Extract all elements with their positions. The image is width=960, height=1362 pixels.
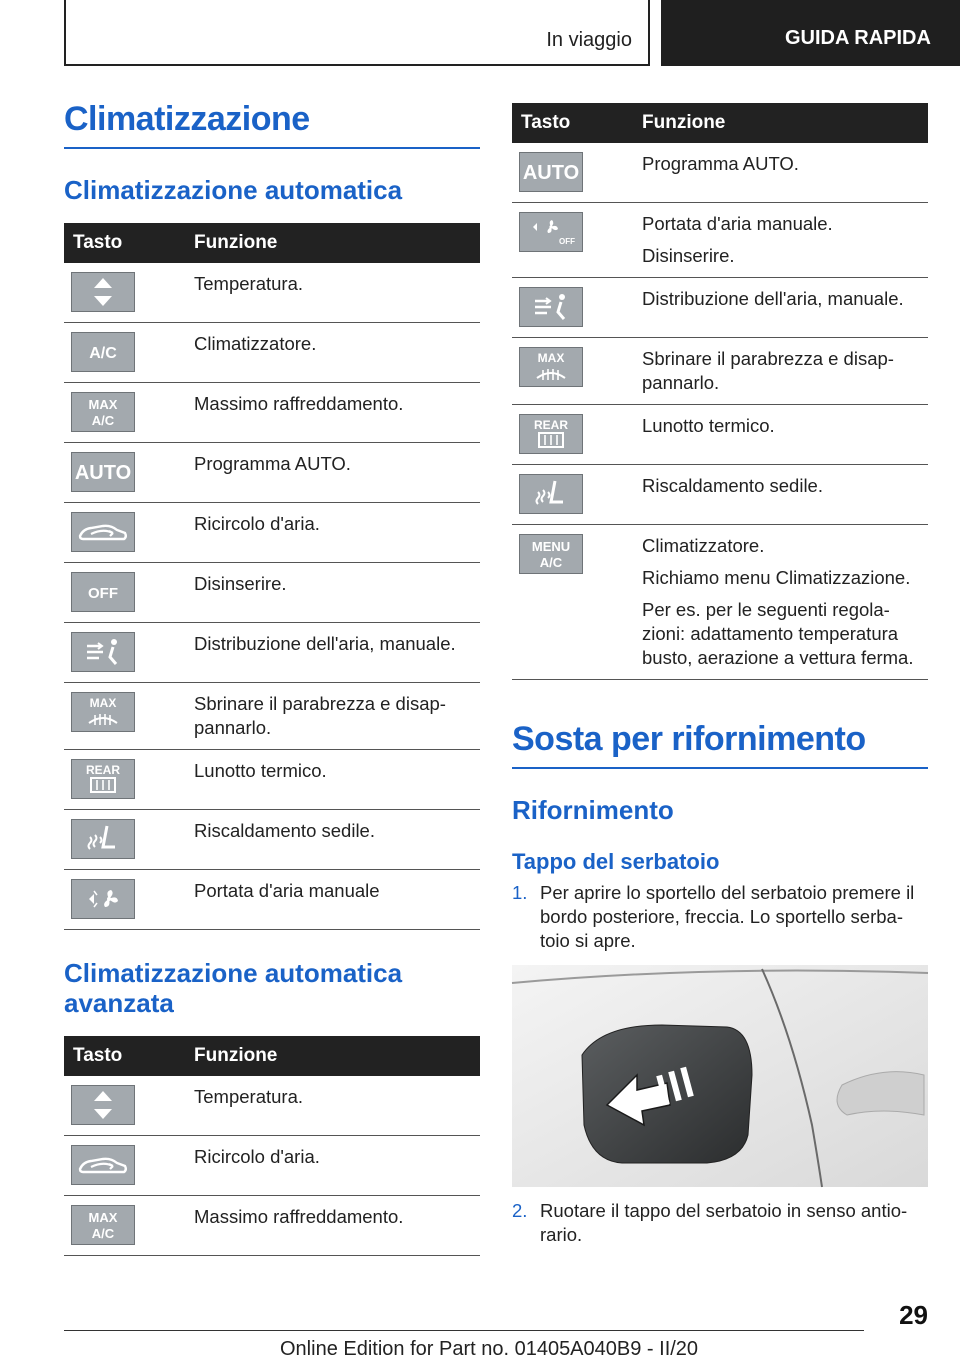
function-text: Sbrinare il parabrezza e disap-pannarlo.: [194, 693, 446, 738]
function-cell: [642, 152, 928, 193]
svg-text:A/C: A/C: [91, 413, 115, 428]
rear-icon: [519, 414, 583, 454]
function-text: Riscaldamento sedile.: [194, 820, 375, 841]
function-cell: [194, 452, 480, 493]
fan-icon: [71, 879, 135, 919]
function-cell: [194, 332, 480, 373]
function-cell: [194, 759, 480, 800]
key-cell: [64, 1085, 194, 1126]
header-key: Tasto: [73, 1045, 123, 1066]
chapter-tab[interactable]: GUIDA RAPIDA: [661, 0, 960, 66]
fuel-cap-heading: Tappo del serbatoio: [512, 849, 720, 874]
table-row: [64, 683, 480, 750]
function-text: Temperatura.: [194, 1086, 303, 1107]
section-tab[interactable]: In viaggio: [546, 29, 632, 51]
max-defrost-icon: [71, 692, 135, 732]
table-header: [64, 223, 480, 263]
footer-edition: Online Edition for Part no. 01405A040B9 - II/20: [280, 1338, 699, 1360]
table-row: [64, 1196, 480, 1256]
table-row: [64, 810, 480, 870]
function-text: Programma AUTO.: [194, 453, 351, 474]
advanced-climate-table: [64, 1036, 480, 1256]
function-text: Climatizzatore.: [642, 535, 765, 556]
function-cell: [642, 474, 928, 515]
refuel-subtitle: Rifornimento: [512, 795, 674, 825]
table-row: [64, 1076, 480, 1136]
function-cell: [194, 1085, 480, 1126]
svg-text:MAX: MAX: [89, 696, 117, 710]
function-text: Disinserire.: [642, 245, 735, 266]
max-defrost-icon: [519, 347, 583, 387]
function-text: Lunotto termico.: [194, 760, 327, 781]
table-row: [64, 563, 480, 623]
function-cell: [194, 1145, 480, 1186]
max-a-c-icon: [71, 392, 135, 432]
function-cell: [194, 572, 480, 613]
header-key: Tasto: [73, 232, 123, 253]
key-cell: [64, 879, 194, 920]
function-cell: [642, 534, 928, 670]
header-function: Funzione: [194, 232, 278, 253]
header-function: Funzione: [642, 112, 726, 133]
auto-climate-heading: Climatizzazione automatica: [64, 175, 403, 205]
auto-icon: [519, 152, 583, 192]
svg-text:A/C: A/C: [539, 555, 563, 570]
key-cell: [64, 512, 194, 553]
table-row: [64, 263, 480, 323]
header-function: Funzione: [194, 1045, 278, 1066]
function-text: Distribuzione dell'aria, manuale.: [194, 633, 456, 654]
right-column: [512, 103, 928, 1247]
key-cell: [512, 347, 642, 395]
key-cell: [64, 332, 194, 373]
menu-a-c-icon: [519, 534, 583, 574]
table-header: [512, 103, 928, 143]
function-cell: [194, 392, 480, 433]
svg-text:MAX: MAX: [537, 351, 565, 365]
key-cell: [64, 632, 194, 673]
a-c-icon: [71, 332, 135, 372]
table-row: [64, 1136, 480, 1196]
advanced-climate-heading: Climatizzazione automatica avanzata: [64, 958, 403, 1018]
left-column: [64, 100, 480, 1256]
function-cell: [642, 287, 928, 328]
off-icon: [71, 572, 135, 612]
function-text: Portata d'aria manuale.: [642, 213, 833, 234]
fan-off-icon: [519, 212, 583, 252]
key-cell: [512, 534, 642, 670]
function-text: Per es. per le seguenti regola-zioni: adattamento temperatura busto, aerazione a vettura ferma.: [642, 599, 914, 668]
function-text: Ricircolo d'aria.: [194, 513, 320, 534]
recirculation-icon: [71, 512, 135, 552]
temp-arrows-icon: [71, 1085, 135, 1125]
function-text: Richiamo menu Climatizzazione.: [642, 567, 911, 588]
function-text: Lunotto termico.: [642, 415, 775, 436]
max-a-c-icon: [71, 1205, 135, 1245]
key-cell: [64, 759, 194, 800]
refuel-steps: [512, 881, 928, 1247]
air-distribution-icon: [71, 632, 135, 672]
auto-icon: [71, 452, 135, 492]
svg-text:MENU: MENU: [531, 539, 571, 554]
recirculation-icon: [71, 1145, 135, 1185]
function-cell: [642, 212, 928, 268]
function-text: Portata d'aria manuale: [194, 880, 380, 901]
key-cell: [64, 452, 194, 493]
key-cell: [64, 1145, 194, 1186]
key-cell: [512, 212, 642, 268]
header-key: Tasto: [521, 112, 571, 133]
key-cell: [512, 287, 642, 328]
function-text: Temperatura.: [194, 273, 303, 294]
svg-text:OFF: OFF: [88, 585, 118, 602]
table-row: [512, 338, 928, 405]
function-text: Distribuzione dell'aria, manuale.: [642, 288, 904, 309]
table-row: [64, 443, 480, 503]
refuel-title: Sosta per rifornimento: [512, 720, 928, 769]
function-cell: [194, 879, 480, 920]
function-cell: [194, 272, 480, 313]
svg-text:A/C: A/C: [91, 1226, 115, 1241]
table-header: [64, 1036, 480, 1076]
key-cell: [64, 819, 194, 860]
key-cell: [64, 692, 194, 740]
key-cell: [64, 572, 194, 613]
svg-text:AUTO: AUTO: [74, 462, 132, 484]
table-row: [512, 143, 928, 203]
function-text: Programma AUTO.: [642, 153, 799, 174]
function-text: Sbrinare il parabrezza e disap-pannarlo.: [642, 348, 894, 393]
table-row: [64, 323, 480, 383]
svg-text:AUTO: AUTO: [522, 162, 580, 184]
function-text: Massimo raffreddamento.: [194, 1206, 404, 1227]
table-row: [512, 203, 928, 278]
table-row: [64, 870, 480, 930]
table-row: [512, 465, 928, 525]
table-row: [512, 525, 928, 680]
page-title: Climatizzazione: [64, 100, 480, 149]
function-cell: [642, 347, 928, 395]
page-number: 29: [899, 1300, 928, 1330]
svg-text:MAX: MAX: [88, 397, 118, 412]
key-cell: [64, 392, 194, 433]
table-row: [512, 278, 928, 338]
key-cell: [64, 272, 194, 313]
step-number: 1.: [512, 882, 528, 903]
advanced-climate-table-continued: [512, 103, 928, 680]
table-row: [64, 623, 480, 683]
function-cell: [642, 414, 928, 455]
function-cell: [194, 692, 480, 740]
key-cell: [512, 152, 642, 193]
svg-text:OFF: OFF: [559, 237, 575, 246]
function-cell: [194, 819, 480, 860]
function-text: Ricircolo d'aria.: [194, 1146, 320, 1167]
svg-text:REAR: REAR: [533, 418, 569, 432]
fuel-flap-illustration: [512, 965, 928, 1187]
function-text: Massimo raffreddamento.: [194, 393, 404, 414]
step-item: [512, 881, 928, 953]
function-cell: [194, 512, 480, 553]
table-row: [512, 405, 928, 465]
rear-icon: [71, 759, 135, 799]
key-cell: [512, 414, 642, 455]
step-text: Per aprire lo sportello del serbatoio premere il bordo posteriore, freccia. Lo sportello serba-toio si apre.: [540, 882, 915, 951]
temp-arrows-icon: [71, 272, 135, 312]
function-text: Disinserire.: [194, 573, 287, 594]
header-section: [64, 0, 650, 66]
function-text: Riscaldamento sedile.: [642, 475, 823, 496]
auto-climate-table: [64, 223, 480, 930]
fuel-flap-photo: [512, 965, 928, 1187]
seat-heating-icon: [71, 819, 135, 859]
table-row: [64, 750, 480, 810]
key-cell: [512, 474, 642, 515]
step-number: 2.: [512, 1200, 528, 1221]
footer-divider: [64, 1330, 864, 1331]
table-row: [64, 383, 480, 443]
step-text: Ruotare il tappo del serbatoio in senso antio-rario.: [540, 1200, 908, 1245]
air-distribution-icon: [519, 287, 583, 327]
seat-heating-icon: [519, 474, 583, 514]
svg-text:MAX: MAX: [88, 1210, 118, 1225]
function-text: Climatizzatore.: [194, 333, 317, 354]
table-row: [64, 503, 480, 563]
svg-text:A/C: A/C: [89, 345, 117, 362]
function-cell: [194, 632, 480, 673]
function-cell: [194, 1205, 480, 1246]
svg-text:REAR: REAR: [85, 763, 121, 777]
step-item: [512, 1199, 928, 1247]
key-cell: [64, 1205, 194, 1246]
